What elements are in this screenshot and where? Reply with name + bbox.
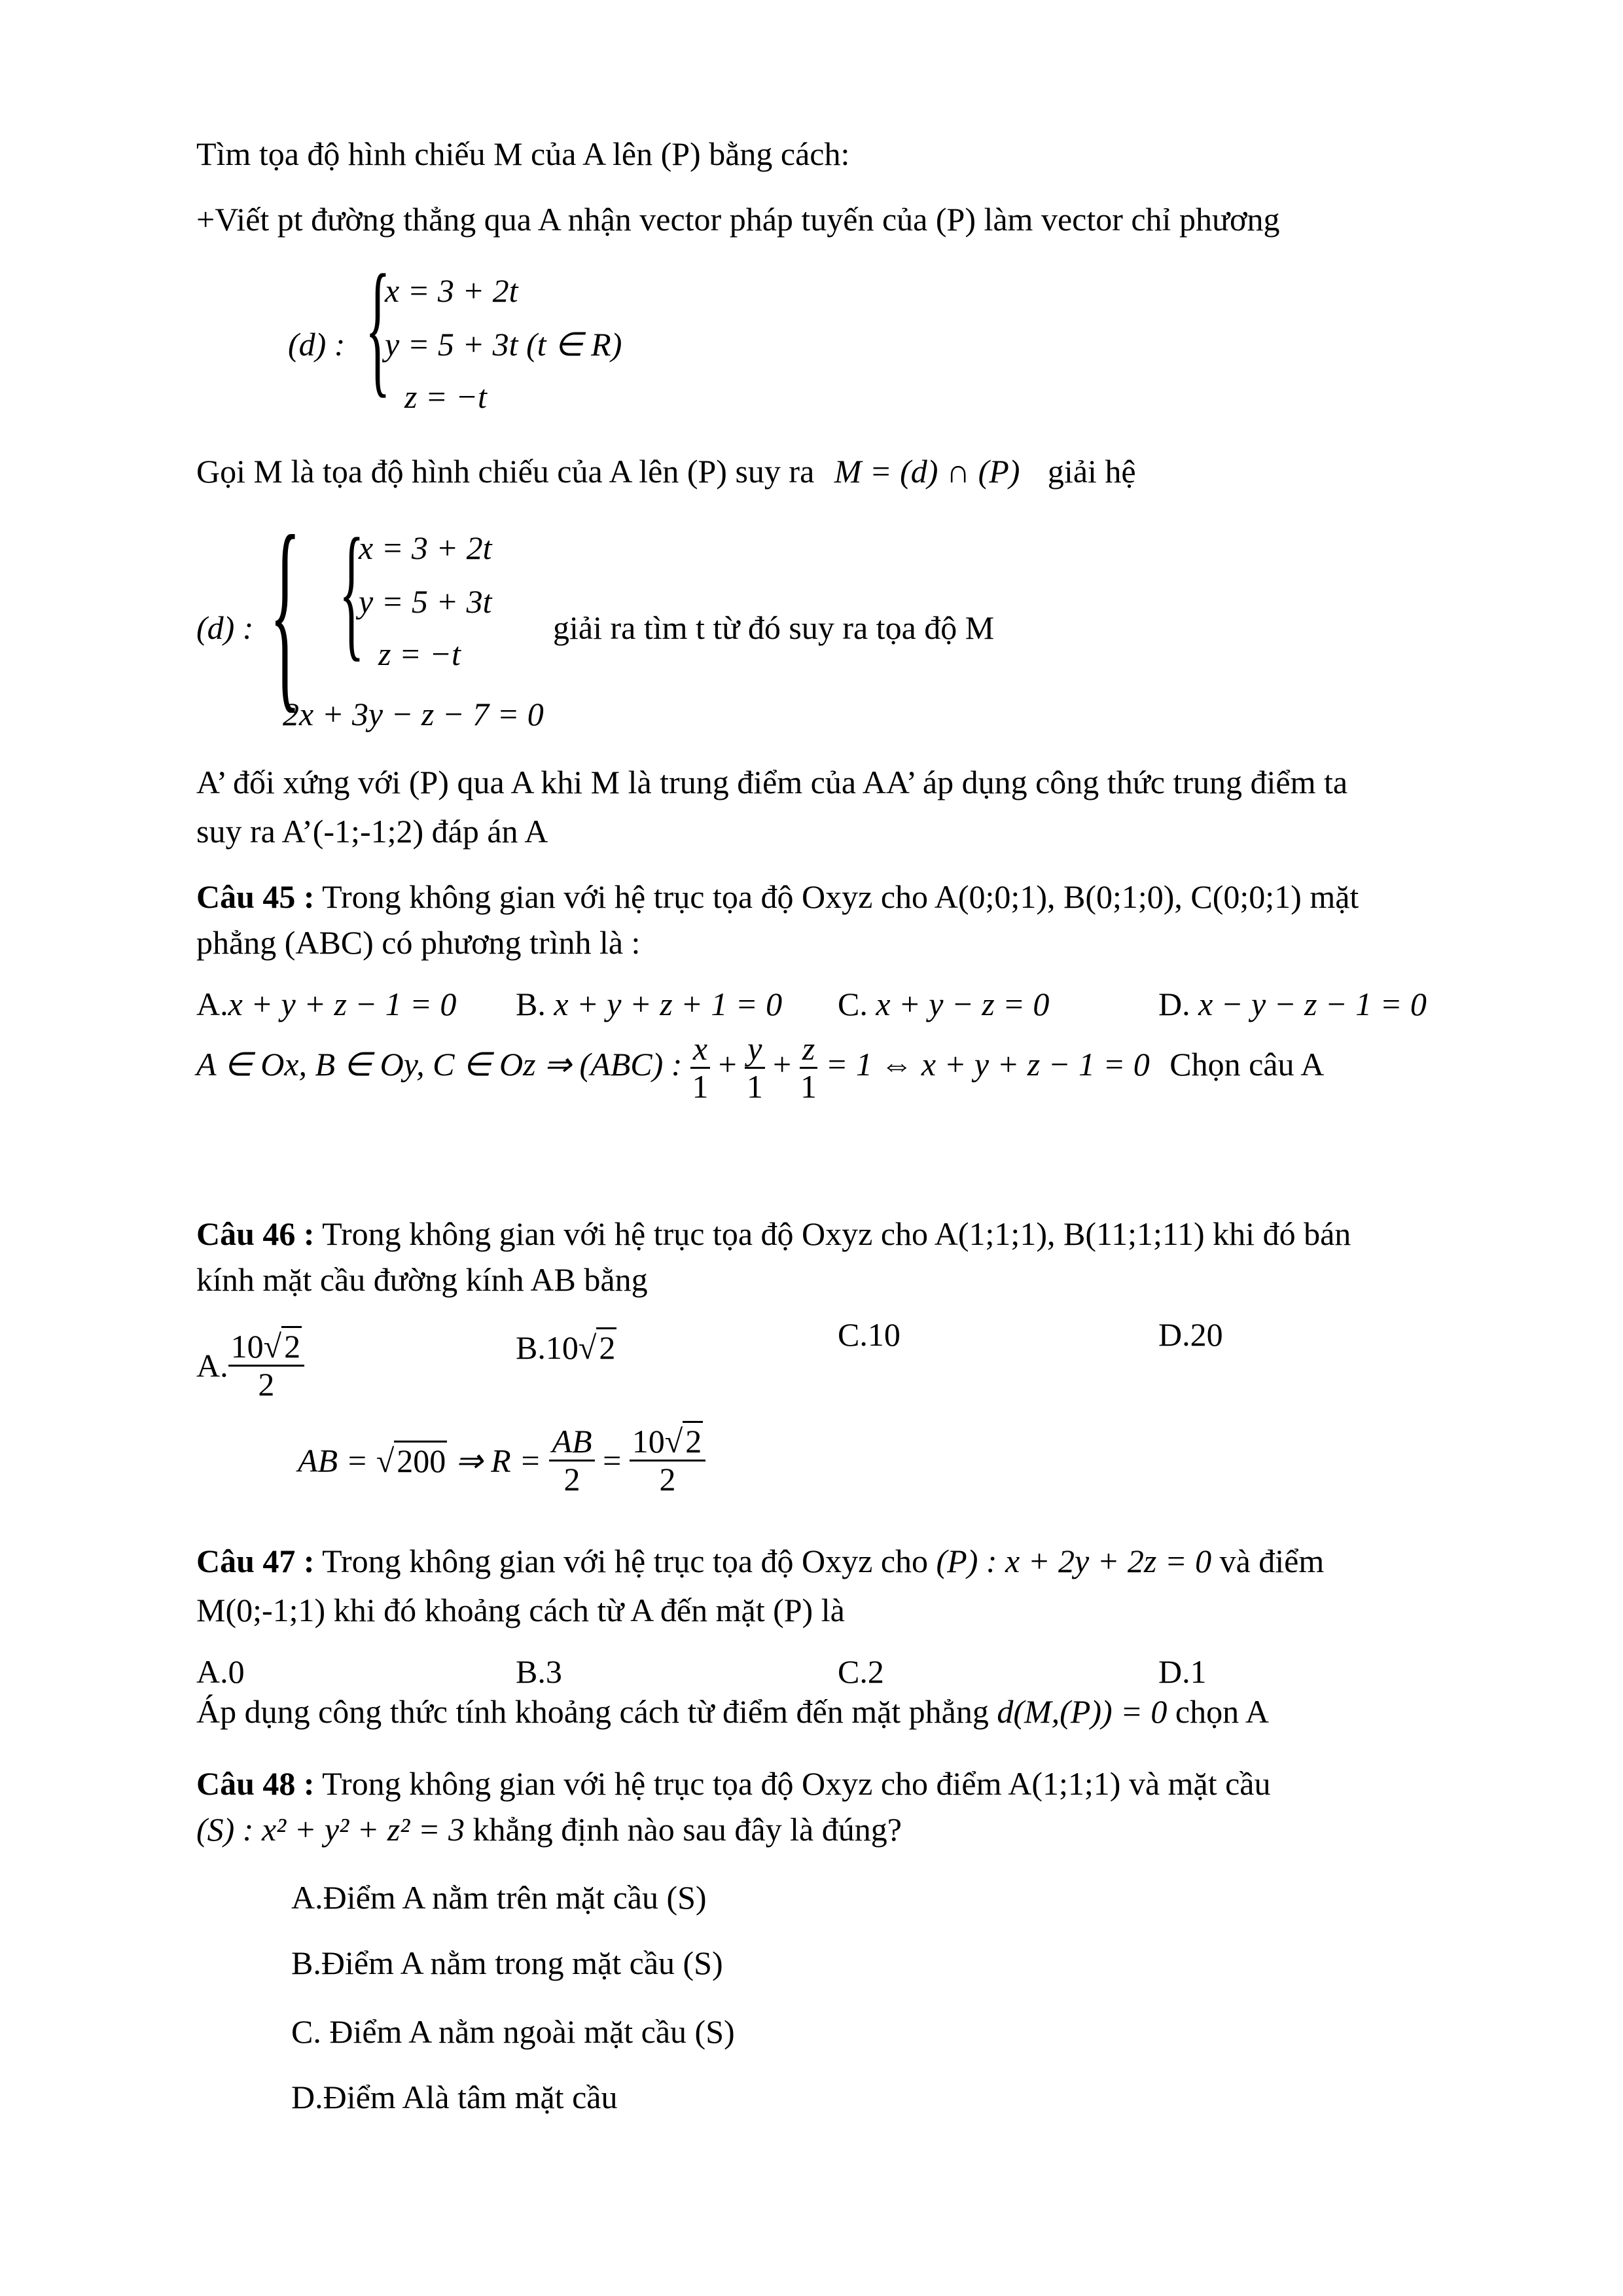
q46-text-1: Trong không gian với hệ trục tọa độ Oxyz cho A(1;1;1), B(11;1;11) khi đó bán [314,1215,1351,1252]
q46-line-1 [196,1214,1351,1253]
q46-solution-frac [549,1424,594,1498]
q46-label: Câu 46 : [196,1215,315,1252]
q47-line-2: M(0;-1;1) khi đó khoảng cách từ A đến mặt (P) là [196,1592,845,1628]
q46-option-a-sqrt: √2 [264,1329,302,1365]
q45-frac-x-num: x [690,1031,710,1069]
q47-label: Câu 47 : [196,1543,315,1579]
q45-option-b [516,985,782,1023]
q46-solution-frac-num: AB [549,1424,594,1462]
q45-line-1 [196,877,1359,916]
q47-line-1 [196,1541,1324,1581]
q47-text-1a: Trong không gian với hệ trục tọa độ Oxyz cho [314,1543,936,1579]
q45-frac-z-den: 1 [800,1068,817,1105]
q47-text-1b: và điểm [1211,1543,1325,1579]
system-1-eq-1: x = 3 + 2t [385,272,518,309]
q46-solution-frac-den: 2 [563,1461,580,1498]
q45-option-a-math: x + y + z − 1 = 0 [228,986,457,1022]
q46-solution-result-num [630,1424,705,1462]
q48-text-2: khẳng định nào sau đây là đúng? [465,1811,902,1848]
q47-solution [196,1692,1269,1731]
intro-line-5: suy ra A’(-1;-1;2) đáp án A [196,813,548,850]
q45-frac-x [690,1031,710,1105]
system-1-label: (d) : [288,326,346,363]
q45-option-b-math: x + y + z + 1 = 0 [554,986,783,1022]
q46-option-a [196,1329,304,1403]
q45-option-c [838,985,1049,1023]
system-2-inner-brace: { [339,507,365,674]
q48-option-d: D.Điểm Alà tâm mặt cầu [291,2079,618,2115]
system-2-eq-3: z = −t [378,636,461,672]
q46-option-a-frac [228,1329,304,1403]
q45-option-b-label: B. [516,986,546,1022]
q48-option-c: C. Điểm A nằm ngoài mặt cầu (S) [291,2013,735,2050]
q45-option-a-label: A. [196,986,228,1022]
intro-line-3-text: Gọi M là tọa độ hình chiếu của A lên (P) suy ra [196,453,815,490]
q48-text-1: Trong không gian với hệ trục tọa độ Oxyz cho điểm A(1;1;1) và mặt cầu [314,1765,1271,1802]
q47-solution-text: Áp dụng công thức tính khoảng cách từ điểm đến mặt phẳng [196,1693,997,1730]
q46-solution-result [630,1424,705,1498]
q45-solution [196,1031,1324,1105]
q47-option-a: A.0 [196,1653,245,1690]
q46-solution-result-den: 2 [659,1461,676,1498]
q45-frac-z [800,1031,817,1105]
q45-option-d-math: x − y − z − 1 = 0 [1198,986,1427,1022]
intro-line-3-math: M = (d) ∩ (P) [834,453,1020,490]
system-2-outer-brace: { [270,492,301,731]
q46-solution-ab: AB = [298,1442,368,1479]
q46-solution [298,1424,705,1498]
q48-option-a: A.Điểm A nằm trên mặt cầu (S) [291,1879,707,1916]
q46-option-c: C.10 [838,1316,901,1353]
q47-option-d: D.1 [1158,1653,1207,1690]
q46-option-a-label: A. [196,1347,228,1384]
q45-option-c-label: C. [838,986,868,1022]
intro-line-3-tail: giải hệ [1047,453,1136,490]
q45-text-1: Trong không gian với hệ trục tọa độ Oxyz cho A(0;0;1), B(0;1;0), C(0;0;1) mặt [314,878,1359,915]
q46-solution-result-sqrt: √2 [665,1424,703,1460]
q45-plus-1: + [718,1045,737,1083]
q48-line-1 [196,1764,1271,1803]
system-2-eq-2: y = 5 + 3t [359,583,492,620]
q46-solution-radicand: 200 [394,1441,447,1479]
q48-option-b: B.Điểm A nằm trong mặt cầu (S) [291,1945,723,1981]
q46-option-b-label: B.10 [516,1329,579,1366]
system-2-label: (d) : [196,609,254,646]
q45-frac-x-den: 1 [692,1068,709,1105]
q45-solution-tail: Chọn câu A [1169,1045,1325,1083]
q45-option-c-math: x + y − z = 0 [876,986,1050,1022]
system-2-note: giải ra tìm t từ đó suy ra tọa độ M [553,609,995,646]
q45-solution-post: = 1 ⇔ x + y + z − 1 = 0 [825,1045,1150,1083]
q47-text-1-math: (P) : x + 2y + 2z = 0 [936,1543,1212,1579]
q46-solution-sqrt: √200 [376,1442,447,1480]
system-2-eq-1: x = 3 + 2t [359,529,492,566]
q46-option-b [516,1329,616,1367]
q46-solution-mid: ⇒ R = [455,1442,541,1479]
q46-option-b-radicand: 2 [596,1327,616,1366]
q45-line-2: phẳng (ABC) có phương trình là : [196,924,641,961]
system-1-eq-2: y = 5 + 3t (t ∈ R) [385,326,622,363]
q45-frac-z-num: z [800,1031,817,1069]
q46-solution-result-coef: 10 [632,1423,665,1460]
intro-line-3 [196,452,1136,491]
q46-option-a-num [228,1329,304,1367]
q45-plus-2: + [773,1045,792,1083]
q46-option-a-den: 2 [258,1366,275,1403]
q47-solution-tail: chọn A [1167,1693,1269,1730]
q45-option-d-label: D. [1158,986,1190,1022]
q48-label: Câu 48 : [196,1765,315,1802]
system-1 [288,243,681,422]
q45-option-a [196,985,456,1023]
system-2-eq-4: 2x + 3y − z − 7 = 0 [283,696,544,732]
system-1-eq-3: z = −t [404,378,487,415]
intro-line-2: +Viết pt đường thẳng qua A nhận vector pháp tuyến của (P) làm vector chỉ phương [196,201,1280,238]
q47-option-c: C.2 [838,1653,884,1690]
q45-option-d [1158,985,1427,1023]
intro-line-4: A’ đối xứng với (P) qua A khi M là trung điểm của AA’ áp dụng công thức trung điểm ta [196,764,1348,800]
q46-option-b-sqrt: √2 [579,1329,616,1367]
q46-solution-result-radicand: 2 [683,1421,703,1460]
q46-line-2: kính mặt cầu đường kính AB bằng [196,1261,648,1298]
q47-option-b: B.3 [516,1653,562,1690]
system-2 [196,492,1113,746]
q45-frac-y-num: y [745,1031,764,1069]
q46-option-a-coef: 10 [230,1328,264,1365]
q45-label: Câu 45 : [196,878,315,915]
q46-solution-eq: = [603,1442,622,1479]
q48-text-2-math: (S) : x² + y² + z² = 3 [196,1811,465,1848]
q45-frac-y [745,1031,764,1105]
q45-solution-pre: A ∈ Ox, B ∈ Oy, C ∈ Oz ⇒ (ABC) : [196,1045,683,1083]
q48-line-2 [196,1810,902,1849]
q46-option-a-radicand: 2 [281,1326,302,1365]
intro-line-1: Tìm tọa độ hình chiếu M của A lên (P) bằng cách: [196,135,850,172]
q47-solution-math: d(M,(P)) = 0 [997,1693,1168,1730]
system-1-brace: { [365,243,391,410]
q45-frac-y-den: 1 [746,1068,763,1105]
q46-option-d: D.20 [1158,1316,1223,1353]
